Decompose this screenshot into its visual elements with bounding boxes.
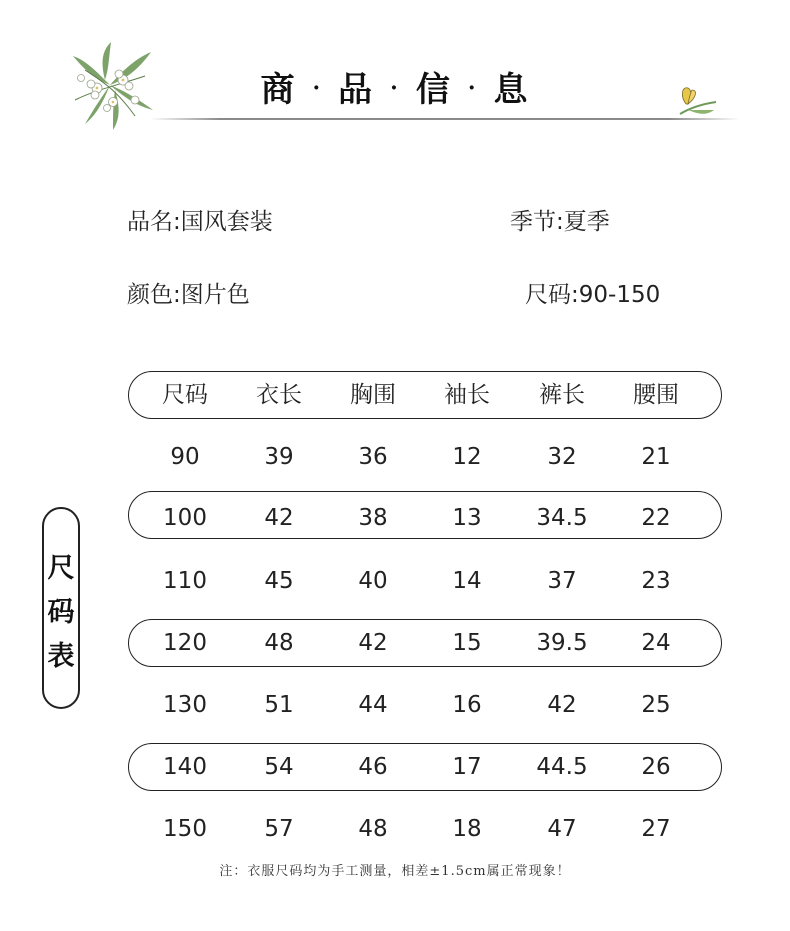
table-row <box>128 557 722 605</box>
table-cell: 39.5 <box>536 630 588 656</box>
table-cell: 16 <box>452 692 482 718</box>
table-cell: 38 <box>358 505 388 531</box>
page-title <box>0 62 790 111</box>
table-cell: 42 <box>264 505 294 531</box>
table-cell: 120 <box>163 630 207 656</box>
table-cell: 42 <box>358 630 388 656</box>
table-cell: 32 <box>547 444 577 470</box>
table-cell: 24 <box>641 630 671 656</box>
table-cell: 40 <box>358 568 388 594</box>
side-label-char: 码 <box>47 597 75 628</box>
table-cell: 22 <box>641 505 671 531</box>
title-separator: · <box>467 75 478 101</box>
table-cell: 57 <box>264 816 294 842</box>
product-season: 季节:夏季 <box>510 209 610 235</box>
side-label-char: 尺 <box>47 553 75 584</box>
table-cell: 110 <box>163 568 207 594</box>
table-cell: 17 <box>452 754 482 780</box>
product-color: 颜色:图片色 <box>127 282 250 308</box>
table-row <box>128 681 722 729</box>
table-row <box>128 433 722 481</box>
table-cell: 44 <box>358 692 388 718</box>
table-cell: 23 <box>641 568 671 594</box>
table-cell: 21 <box>641 444 671 470</box>
column-header: 胸围 <box>350 382 396 408</box>
table-row <box>128 619 722 667</box>
column-header: 裤长 <box>539 382 585 408</box>
table-cell: 12 <box>452 444 482 470</box>
table-cell: 37 <box>547 568 577 594</box>
title-char: 信 <box>415 70 452 110</box>
table-cell: 42 <box>547 692 577 718</box>
table-row <box>128 743 722 791</box>
column-header: 尺码 <box>162 382 208 408</box>
product-name: 品名:国风套装 <box>127 209 273 235</box>
table-cell: 54 <box>264 754 294 780</box>
table-cell: 45 <box>264 568 294 594</box>
column-header: 衣长 <box>256 382 302 408</box>
table-cell: 34.5 <box>536 505 588 531</box>
table-cell: 47 <box>547 816 577 842</box>
table-cell: 51 <box>264 692 294 718</box>
table-cell: 13 <box>452 505 482 531</box>
header-divider <box>150 118 740 120</box>
butterfly-icon <box>676 84 718 118</box>
table-cell: 100 <box>163 505 207 531</box>
title-char: 品 <box>338 70 375 110</box>
title-char: 商 <box>260 70 297 110</box>
table-cell: 140 <box>163 754 207 780</box>
column-header: 腰围 <box>633 382 679 408</box>
table-cell: 26 <box>641 754 671 780</box>
title-separator: · <box>390 75 400 101</box>
table-cell: 14 <box>452 568 482 594</box>
table-row <box>128 494 722 542</box>
table-cell: 48 <box>358 816 388 842</box>
column-header: 袖长 <box>444 382 490 408</box>
table-cell: 15 <box>452 630 482 656</box>
table-cell: 48 <box>264 630 294 656</box>
measurement-note: 注：衣服尺码均为手工测量，相差±1.5cm属正常现象！ <box>219 864 571 879</box>
table-cell: 44.5 <box>536 754 588 780</box>
side-label-char: 表 <box>47 641 75 672</box>
table-cell: 27 <box>641 816 671 842</box>
title-separator: · <box>312 75 323 101</box>
table-row <box>128 805 722 853</box>
table-cell: 46 <box>358 754 388 780</box>
table-cell: 39 <box>264 444 294 470</box>
product-size-range: 尺码:90-150 <box>525 282 661 308</box>
table-cell: 36 <box>358 444 388 470</box>
size-table-header <box>128 371 722 419</box>
table-cell: 130 <box>163 692 207 718</box>
title-char: 息 <box>493 70 530 110</box>
size-chart-side-label <box>42 507 80 709</box>
table-cell: 25 <box>641 692 671 718</box>
table-cell: 90 <box>170 444 200 470</box>
table-cell: 18 <box>452 816 482 842</box>
table-cell: 150 <box>163 816 207 842</box>
